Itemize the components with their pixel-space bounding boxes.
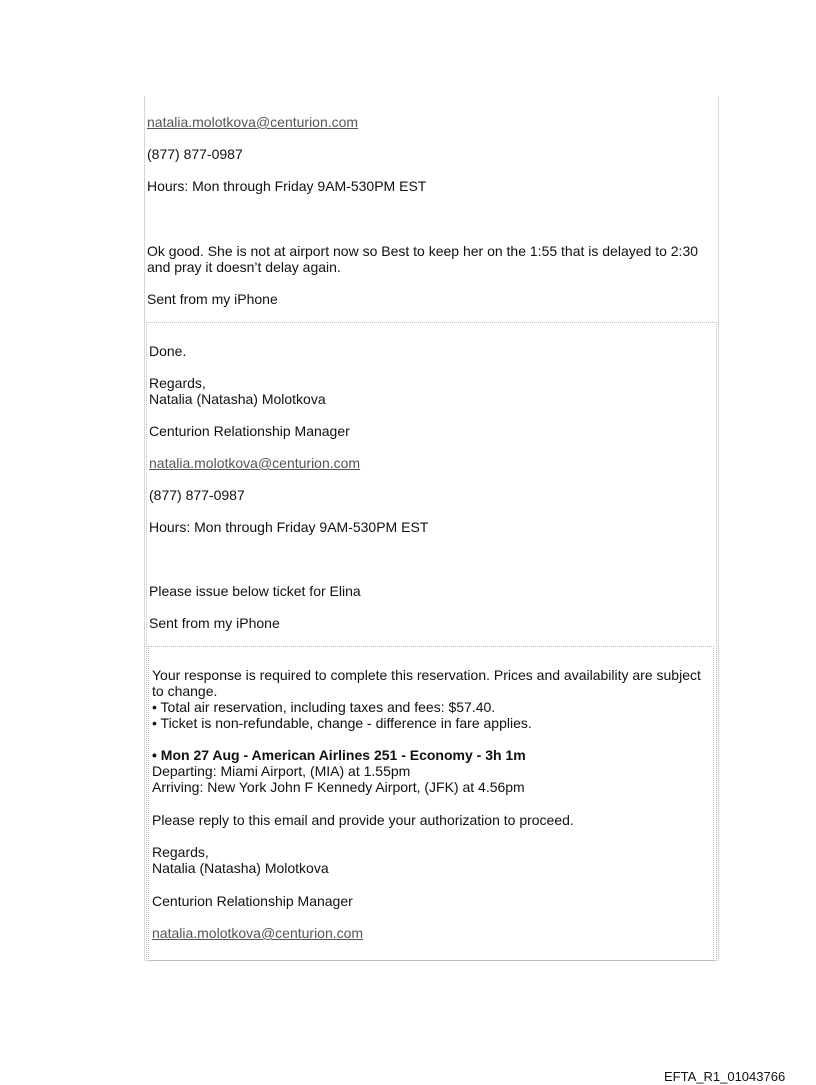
message-line: and pray it doesn’t delay again. <box>147 259 341 275</box>
email-link[interactable]: natalia.molotkova@centurion.com <box>152 925 364 941</box>
email-link[interactable]: natalia.molotkova@centurion.com <box>147 114 359 130</box>
document-id: EFTA_R1_01043766 <box>664 1069 786 1084</box>
sender-title: Centurion Relationship Manager <box>149 423 350 439</box>
email-link[interactable]: natalia.molotkova@centurion.com <box>149 455 361 471</box>
phone-number: (877) 877-0987 <box>147 146 243 162</box>
flight-title: • Mon 27 Aug - American Airlines 251 - Economy - 3h 1m <box>152 747 526 763</box>
nested-quoted-box <box>148 646 714 961</box>
reservation-total: • Total air reservation, including taxes and fees: $57.40. <box>152 699 496 715</box>
reservation-ticket-terms: • Ticket is non-refundable, change - difference in fare applies. <box>152 715 532 731</box>
office-hours: Hours: Mon through Friday 9AM-530PM EST <box>147 178 427 194</box>
sent-from-signature: Sent from my iPhone <box>147 291 278 307</box>
reservation-intro: Your response is required to complete this reservation. Prices and availability are subject <box>152 667 701 683</box>
office-hours: Hours: Mon through Friday 9AM-530PM EST <box>149 519 429 535</box>
phone-number: (877) 877-0987 <box>149 487 245 503</box>
sender-name: Natalia (Natasha) Molotkova <box>149 391 326 407</box>
sender-name: Natalia (Natasha) Molotkova <box>152 860 329 876</box>
flight-arriving: Arriving: New York John F Kennedy Airport, (JFK) at 4.56pm <box>152 779 525 795</box>
sender-title: Centurion Relationship Manager <box>152 893 353 909</box>
sent-from-signature: Sent from my iPhone <box>149 615 280 631</box>
regards-text: Regards, <box>152 844 209 860</box>
flight-departing: Departing: Miami Airport, (MIA) at 1.55pm <box>152 763 411 779</box>
reply-request: Please reply to this email and provide your authorization to proceed. <box>152 812 574 828</box>
message-line: Ok good. She is not at airport now so Best to keep her on the 1:55 that is delayed to 2:30 <box>147 243 699 259</box>
reply-body: Done. <box>149 343 187 359</box>
request-body: Please issue below ticket for Elina <box>149 583 361 599</box>
regards-text: Regards, <box>149 375 206 391</box>
reservation-intro: to change. <box>152 683 218 699</box>
